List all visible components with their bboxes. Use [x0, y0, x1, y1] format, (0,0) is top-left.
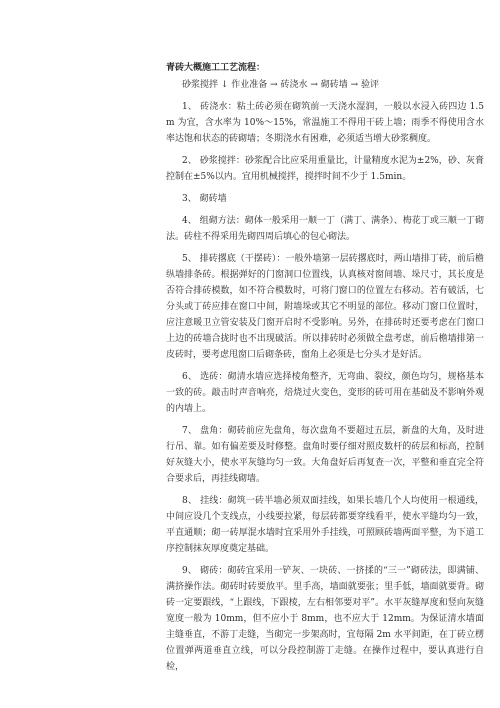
paragraph-7: 7、 盘角：砌砖前应先盘角，每次盘角不要超过五层，新盘的大角，及时进行吊、靠。如有偏差要及时修整。盘角时要仔细对照皮数杆的砖层和标高，控制好灰缝大小，使水平灰缝均匀一致。大角盘好后再复查一次，平整和垂直完全符合要求后，再挂线砌墙。	[166, 426, 484, 484]
paragraph-8: 8、 挂线：砌筑一砖半墙必须双面挂线，如果长墙几个人均使用一根通线，中间应设几个支线点，小线要拉紧，每层砖都要穿线看平，使水平缝均匀一致，平直通顺；砌一砖厚混水墙时宜采用外手挂线，可照顾砖墙两面平整，为下道工序控制抹灰厚度奠定基础。	[166, 496, 484, 554]
paragraph-9: 9、 砌砖：砌砖宜采用一铲灰、一块砖、一挤揉的“三一”砌砖法，即满铺、满挤操作法。砌砖时砖要放平。里手高，墙面就要张；里手低，墙面就要背。砌砖一定要跟线，“上跟线，下跟棱，左右相邻要对平”。水平灰缝厚度和竖向灰缝宽度一般为 10mm，但不应小于 8mm，也不应大于 12mm。为保证清水墙面主缝垂直，不游丁走缝，当砌完一步架高时，宜每隔 2m 水平间距，在丁砖立楞位置弹两道垂直立线，可以分段控制游丁走缝。在操作过程中，要认真进行自检，	[166, 566, 484, 672]
paragraph-6: 6、 选砖：砌清水墙应选择棱角整齐，无弯曲、裂纹，颜色均匀，规格基本一致的砖。敲击时声音响亮，焙烧过火变色，变形的砖可用在基础及不影响外观的内墙上。	[166, 372, 484, 414]
document-body	[166, 60, 484, 675]
paragraph-1: 1、 砖浇水：粘土砖必须在砌筑前一天浇水湿润，一般以水浸入砖四边 1.5m 为宜，含水率为 10%～15%，常温施工不得用干砖上墙；雨季不得使用含水率达饱和状态的砖砌墙；冬期浇水有困难，必须适当增大砂浆稠度。	[166, 102, 484, 144]
paragraph-4: 4、 组砌方法：砌体一般采用一顺一丁（满丁、满条）、梅花丁或三顺一丁砌法。砖柱不得采用先砌四周后填心的包心砌法。	[166, 216, 484, 242]
paragraph-3: 3、 砌砖墙	[182, 194, 227, 204]
paragraph-2: 2、 砂浆搅拌：砂浆配合比应采用重量比，计量精度水泥为±2%，砂、灰膏控制在±5%以内。宜用机械搅拌，搅拌时间不少于 1.5min。	[166, 156, 484, 182]
paragraph-5: 5、 排砖撂底（干摆砖）：一般外墙第一层砖撂底时，两山墙排丁砖，前后檐纵墙排条砖。根据弹好的门窗洞口位置线，认真核对窗间墙、垛尺寸，其长度是否符合排砖模数，如不符合模数时，可将门窗口的位置左右移动。若有破活，七分头或丁砖应排在窗口中间，附墙垛或其它不明显的部位。移动门窗口位置时，应注意暖卫立管安装及门窗开启时不受影响。另外，在排砖时还要考虑在门窗口上边的砖墙合拢时也不出现破活。所以排砖时必须做全盘考虑，前后檐墙排第一皮砖时，要考虑甩窗口后砌条砖，窗角上必须是七分头才是好活。	[166, 254, 484, 360]
document-title: 青砖大概施工工艺流程：	[166, 63, 266, 73]
process-flow: 砂浆搅拌 ↓ 作业准备 → 砖浇水 → 砌砖墙 → 验评	[182, 80, 380, 90]
